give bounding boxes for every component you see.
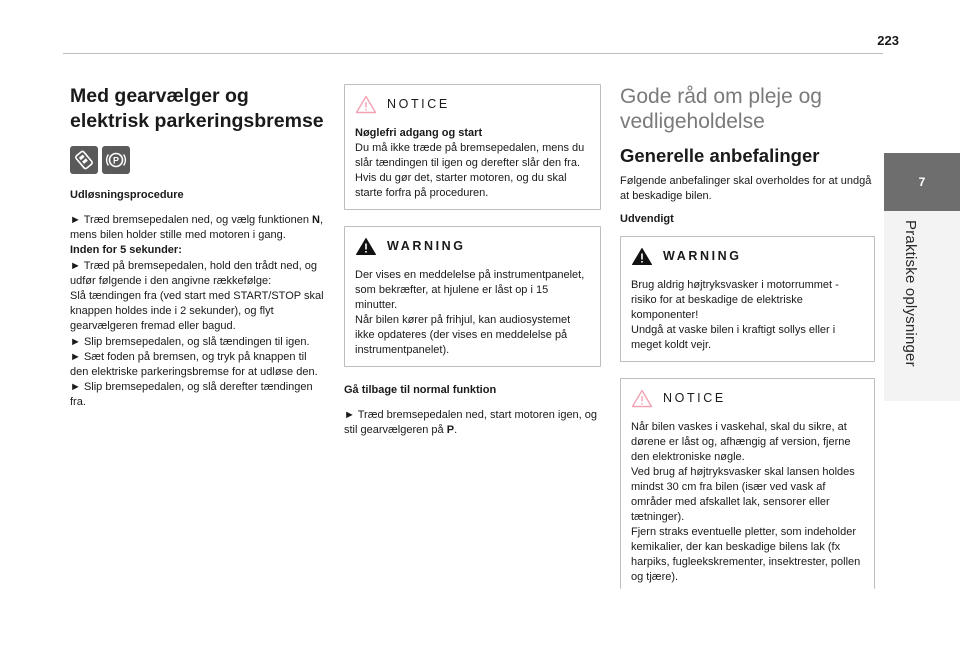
warning-label: WARNING — [663, 249, 742, 264]
notice-box-washing — [620, 378, 875, 589]
procedure-text — [70, 213, 326, 411]
normal-function-subheading: Gå tilbage til normal funktion — [344, 384, 497, 396]
step-5: ► Slip bremsepedalen, og slå derefter tændingen fra. — [70, 381, 313, 409]
warning-text-2: Undgå at vaske bilen i kraftigt sollys eller i meget koldt vejr. — [631, 324, 836, 352]
chapter-tab[interactable] — [884, 153, 960, 211]
warning-box-exterior — [620, 236, 875, 362]
notice-text: Du må ikke træde på bremsepedalen, mens du slår tændingen til igen og derefter slår den fra. Hvis du gør det, starter motoren, og du skal starte forfra på proceduren. — [355, 142, 585, 199]
recommendations-heading: Generelle anbefalinger — [620, 145, 820, 166]
normal-function-text: ► Træd bremsepedalen ned, start motoren igen, og stil gearvælgeren på P. — [344, 409, 598, 437]
notice-text-2: Ved brug af højtryksvasker skal lansen holdes mindst 30 cm fra bilen (især ved vask af områder med afskallet lak, sensorer eller tætninger). — [631, 466, 855, 524]
feature-icons — [70, 146, 326, 174]
parking-brake-icon — [102, 146, 130, 174]
warning-text: Der vises en meddelelse på instrumentpanelet, som bekræfter, at hjulene er låst op i 15 minutter. — [355, 269, 585, 311]
top-rule — [63, 53, 883, 54]
notice-box — [344, 84, 601, 210]
exterior-subheading: Udvendigt — [620, 213, 674, 226]
notice-text: Når bilen vaskes i vaskehal, skal du sikre, at dørene er låst og, afhængig af version, fjerne den elektroniske nøgle. — [631, 421, 851, 464]
svg-text:P: P — [112, 155, 120, 166]
chapter-side-band — [884, 211, 960, 401]
step-2-detail: Slå tændingen fra (ved start med START/STOP skal knappen holdes inde i 2 sekunder), og flyt gearvælgeren fremad eller bagud. — [70, 290, 324, 333]
step-2: ► Træd på bremsepedalen, hold den trådt ned, og udfør følgende i den angivne rækkefølge: — [70, 259, 317, 287]
warning-label: WARNING — [387, 239, 466, 253]
warning-text-2: Når bilen kører på frihjul, kan audiosystemet ikke opdateres (der vises en meddelelse på instrumentpanelet). — [355, 314, 571, 356]
step-1: ► Træd bremsepedalen ned, og vælg funktionen N, mens bilen holder stille med motoren i gang. — [70, 214, 324, 242]
page-number: 223 — [877, 33, 899, 48]
column-right — [620, 84, 875, 589]
notice-icon — [631, 389, 653, 408]
column-left — [70, 84, 326, 411]
chapter-number: 7 — [918, 175, 926, 189]
step-deadline: Inden for 5 sekunder: — [70, 244, 182, 257]
chapter-title: Praktiske oplysninger — [902, 220, 919, 367]
warning-text: Brug aldrig højtryksvasker i motorrummet - risiko for at beskadige de elektriske komponenter! — [631, 279, 839, 322]
notice-title: Nøglefri adgang og start — [355, 127, 483, 139]
warning-icon — [631, 247, 653, 266]
notice-label: NOTICE — [663, 391, 726, 406]
intro-text: Følgende anbefalinger skal overholdes for at undgå at beskadige bilen. — [620, 175, 872, 203]
notice-text-3: Fjern straks eventuelle pletter, som indeholder kemikalier, der kan beskadige bilens lak (fx harpiks, fugleekskrementer, insektrester, pollen og tjære). — [631, 526, 861, 584]
notice-icon — [355, 95, 377, 114]
notice-label: NOTICE — [387, 97, 450, 111]
step-4: ► Sæt foden på bremsen, og tryk på knappen til den elektriske parkeringsbremse for at udløse den. — [70, 350, 318, 379]
procedure-subheading: Udløsningsprocedure — [70, 189, 184, 201]
column-middle — [344, 84, 601, 438]
care-heading: Gode råd om pleje og vedligeholdelse — [620, 85, 822, 133]
section-heading: Med gearvælger og elektrisk parkeringsbremse — [70, 85, 324, 132]
warning-icon — [355, 237, 377, 256]
warning-box — [344, 226, 601, 367]
key-icon — [70, 146, 98, 174]
step-3: ► Slip bremsepedalen, og slå tændingen til igen. — [70, 335, 310, 348]
